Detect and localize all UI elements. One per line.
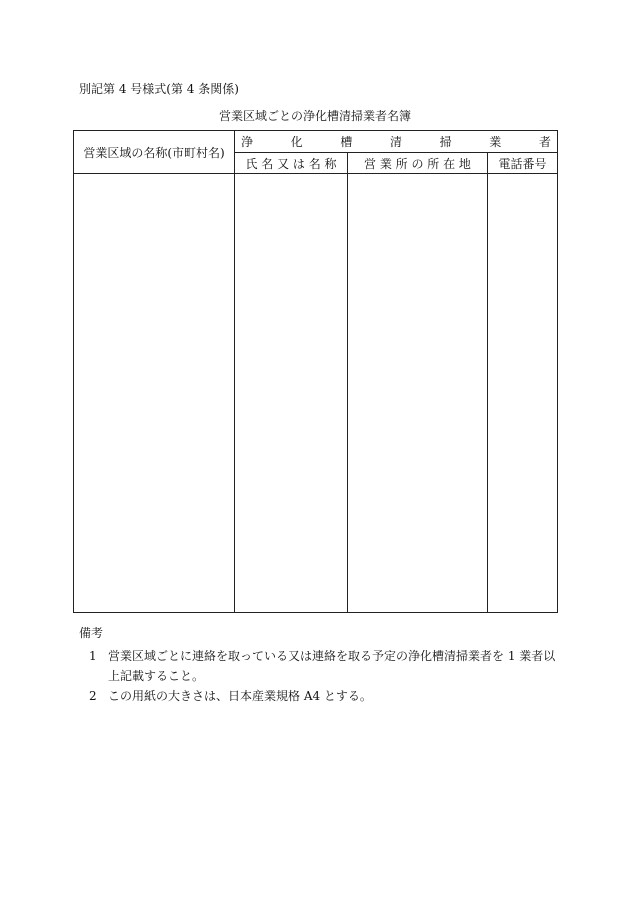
- area-name-header: 営業区域の名称(市町村名): [74, 131, 235, 174]
- note-item: [89, 686, 562, 706]
- name-cell[interactable]: [235, 174, 348, 613]
- group-char: 掃: [439, 135, 452, 149]
- note-item: [89, 646, 562, 686]
- note-number: 2: [89, 689, 97, 703]
- header-row-1: [74, 131, 558, 153]
- area-name-cell[interactable]: [74, 174, 235, 613]
- phone-cell[interactable]: [488, 174, 558, 613]
- register-table: [73, 130, 558, 613]
- notes-heading: 備考: [79, 626, 104, 640]
- group-char: 清: [389, 135, 402, 149]
- contractor-group-header: [235, 131, 558, 153]
- entry-row: [74, 174, 558, 613]
- name-header: 氏 名 又 は 名 称: [235, 153, 348, 174]
- note-number: 1: [89, 649, 97, 663]
- contractor-group-header-text: [241, 133, 551, 150]
- group-char: 槽: [340, 135, 353, 149]
- form-number-label: 別記第 4 号様式(第 4 条関係): [79, 82, 239, 96]
- group-char: 浄: [241, 135, 254, 149]
- address-header: 営 業 所 の 所 在 地: [348, 153, 488, 174]
- phone-header: 電話番号: [488, 153, 558, 174]
- address-cell[interactable]: [348, 174, 488, 613]
- notes-section: [79, 624, 562, 706]
- group-char: 者: [538, 135, 551, 149]
- group-char: 化: [290, 135, 303, 149]
- note-text: この用紙の大きさは、日本産業規格 A4 とする。: [108, 689, 372, 703]
- group-char: 業: [489, 135, 502, 149]
- note-text: 営業区域ごとに連絡を取っている又は連絡を取る予定の浄化槽清掃業者を 1 業者以上記載すること。: [108, 649, 556, 683]
- document-title: 営業区域ごとの浄化槽清掃業者名簿: [218, 109, 411, 123]
